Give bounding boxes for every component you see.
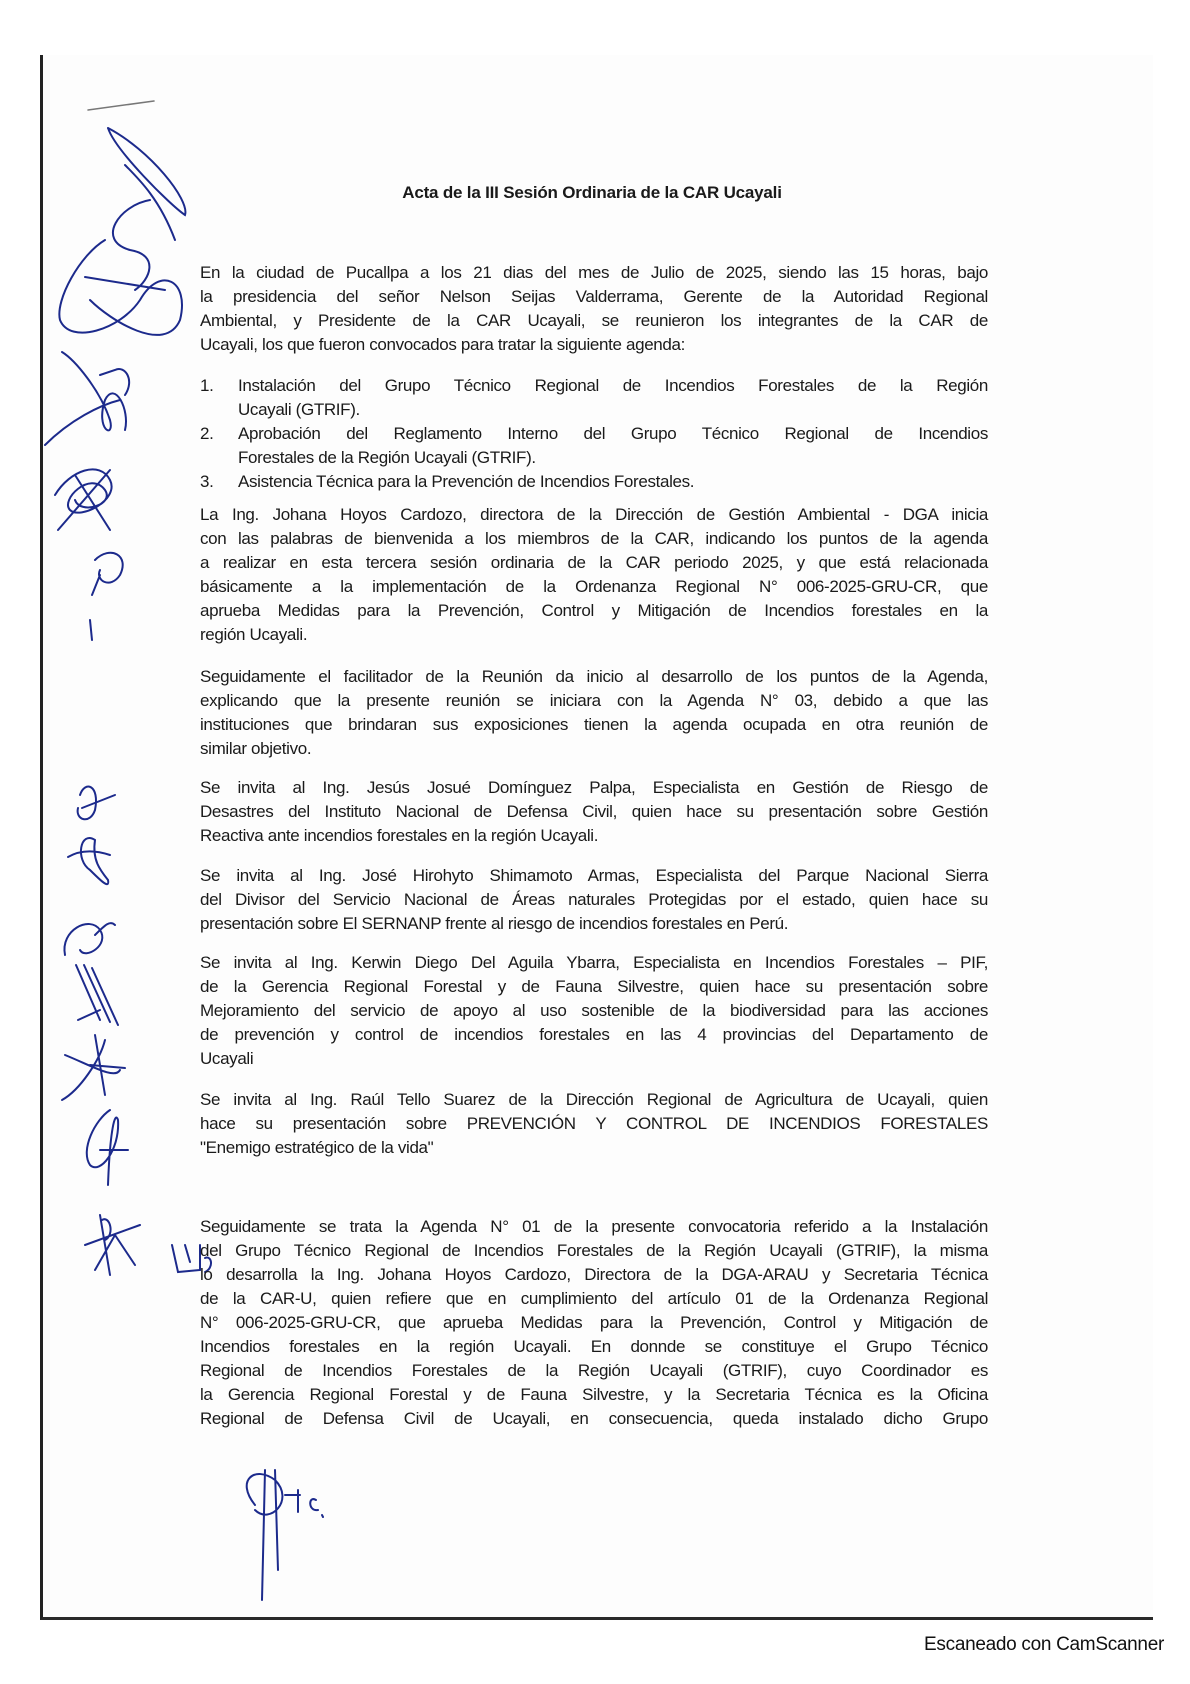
text-line: Ucayali (GTRIF). [238,400,360,419]
text-line: Instalación del Grupo Técnico Regional de Incendios Forestales de la Región [238,376,988,395]
text-line: Se invita al Ing. Jesús Josué Domínguez Palpa, Especialista en Gestión de Riesgo de [200,778,988,797]
text-line: Seguidamente se trata la Agenda N° 01 de la presente convocatoria referido a la Instalación [200,1217,988,1236]
text-line: la presidencia del señor Nelson Seijas Valderrama, Gerente de la Autoridad Regional [200,287,988,306]
signature-13 [247,1470,323,1600]
text-line: Se invita al Ing. Kerwin Diego Del Aguila Ybarra, Especialista en Incendios Forestales – PIF, [200,953,988,972]
text-line: lo desarrolla la Ing. Johana Hoyos Cardozo, Directora de la DGA-ARAU y Secretaria Técnica [200,1265,988,1284]
agenda-number: 2. [200,424,214,443]
agenda-item [200,422,988,470]
paragraph-facilitator [200,665,988,761]
text-line: Incendios forestales en la región Ucayali. En donnde se constituye el Grupo Técnico [200,1337,988,1356]
text-line: N° 006-2025-GRU-CR, que aprueba Medidas para la Prevención, Control y Mitigación de [200,1313,988,1332]
text-line: "Enemigo estratégico de la vida" [200,1138,434,1157]
text-line: del Divisor del Servicio Nacional de Áreas naturales Protegidas por el estado, quien hace su [200,890,988,909]
text-line: la Gerencia Regional Forestal y de Fauna Silvestre, y la Secretaria Técnica es la Oficina [200,1385,988,1404]
paragraph-opening [200,503,988,647]
agenda-number: 1. [200,376,214,395]
signature-11 [85,1215,140,1275]
agenda-item [200,470,988,494]
text-line: instituciones que brindaran sus exposiciones tienen la agenda ocupada en otra reunión de [200,715,988,734]
text-line: de la CAR-U, quien refiere que en cumplimiento del artículo 01 de la Ordenanza Regional [200,1289,988,1308]
text-line: Desastres del Instituto Nacional de Defensa Civil, quien hace su presentación sobre Gestión [200,802,988,821]
agenda-item [200,374,988,422]
text-line: Aprobación del Reglamento Interno del Grupo Técnico Regional de Incendios [238,424,988,443]
text-line: Se invita al Ing. Raúl Tello Suarez de la Dirección Regional de Agricultura de Ucayali, quien [200,1090,988,1109]
text-line: presentación sobre El SERNANP frente al riesgo de incendios forestales en Perú. [200,914,789,933]
paragraph-sernanp [200,864,988,936]
text-line: La Ing. Johana Hoyos Cardozo, directora de la Dirección de Gestión Ambiental - DGA inicia [200,505,988,524]
paragraph-gerffs [200,951,988,1071]
document-title: Acta de la III Sesión Ordinaria de la CAR Ucayali [402,183,782,202]
signature-5 [78,787,115,820]
signature-1 [59,128,185,335]
signature-6 [68,838,110,884]
text-line: Regional de Incendios Forestales de la Región Ucayali (GTRIF), cuyo Coordinador es [200,1361,988,1380]
text-line: Reactiva ante incendios forestales en la región Ucayali. [200,826,599,845]
text-line: Mejoramiento del servicio de apoyo al uso sostenible de la biodiversidad para las acciones [200,1001,988,1020]
paragraph-agricultura [200,1088,988,1160]
signature-8 [76,965,118,1025]
paragraph-agenda-01 [200,1215,988,1431]
paragraph-indeci [200,776,988,848]
signature-9 [62,1035,125,1100]
signature-dash [88,101,154,110]
text-line: En la ciudad de Pucallpa a los 21 dias del mes de Julio de 2025, siendo las 15 horas, bajo [200,263,988,282]
text-line: Regional de Defensa Civil de Ucayali, en consecuencia, queda instalado dicho Grupo [200,1409,988,1428]
text-line: Ucayali, los que fueron convocados para tratar la siguiente agenda: [200,335,685,354]
text-line: Asistencia Técnica para la Prevención de Incendios Forestales. [238,472,695,491]
text-line: Seguidamente el facilitador de la Reunión da inicio al desarrollo de los puntos de la Agenda, [200,667,988,686]
text-line: región Ucayali. [200,625,308,644]
text-line: a realizar en esta tercera sesión ordinaria de la CAR periodo 2025, y que está relacionada [200,553,988,572]
text-line: de la Gerencia Regional Forestal y de Fauna Silvestre, quien hace su presentación sobre [200,977,988,996]
signature-4 [90,553,123,640]
signature-2 [45,352,129,445]
scanner-watermark: Escaneado con CamScanner [924,1634,1164,1655]
agenda-number: 3. [200,472,214,491]
text-line: hace su presentación sobre PREVENCIÓN Y CONTROL DE INCENDIOS FORESTALES [200,1114,988,1133]
text-line: aprueba Medidas para la Prevención, Control y Mitigación de Incendios forestales en la [200,601,988,620]
text-line: Se invita al Ing. José Hirohyto Shimamoto Armas, Especialista del Parque Nacional Sierra [200,866,988,885]
signature-3 [55,469,112,530]
text-line: básicamente a la implementación de la Ordenanza Regional N° 006-2025-GRU-CR, que [200,577,988,596]
agenda-list [200,374,988,494]
text-line: Ucayali [200,1049,254,1068]
text-line: con las palabras de bienvenida a los miembros de la CAR, indicando los puntos de la agenda [200,529,988,548]
signature-10 [87,1110,128,1185]
signature-7 [64,923,115,955]
text-line: similar objetivo. [200,739,312,758]
text-line: del Grupo Técnico Regional de Incendios Forestales de la Región Ucayali (GTRIF), la misma [200,1241,988,1260]
intro-paragraph [200,261,988,357]
text-line: explicando que la presente reunión se iniciara con la Agenda N° 03, debido a que las [200,691,988,710]
text-line: Ambiental, y Presidente de la CAR Ucayali, se reunieron los integrantes de la CAR de [200,311,988,330]
text-line: de prevención y control de incendios forestales en las 4 provincias del Departamento de [200,1025,988,1044]
text-line: Forestales de la Región Ucayali (GTRIF). [238,448,536,467]
